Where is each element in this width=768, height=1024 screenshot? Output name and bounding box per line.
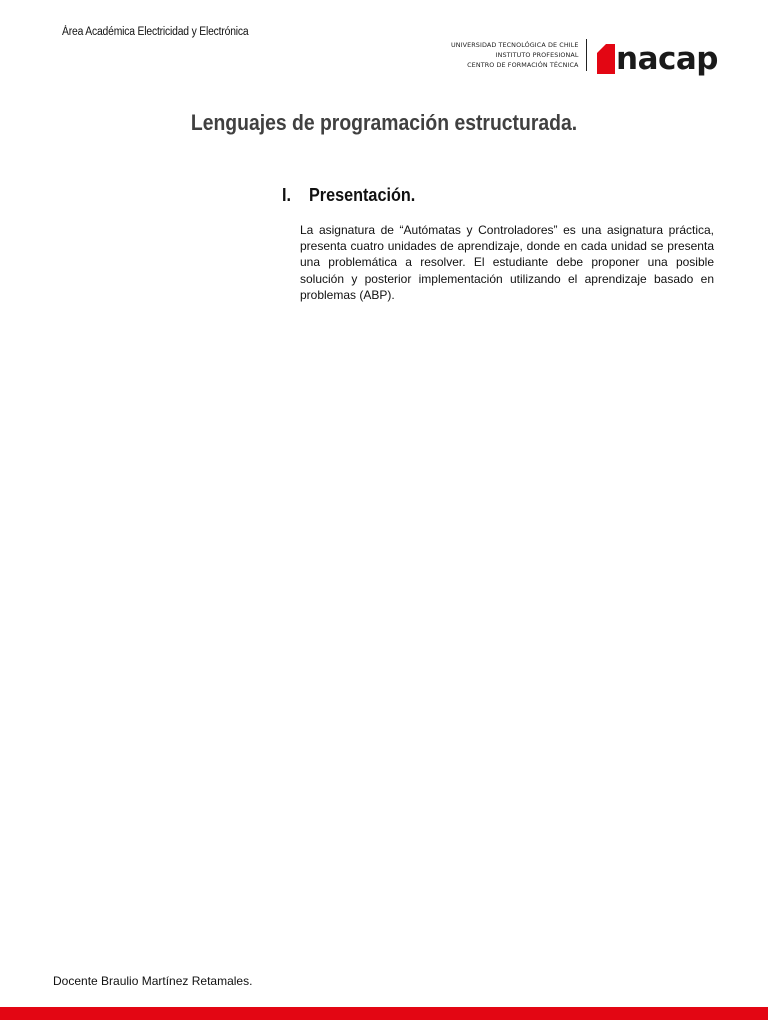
logo-word: nacap — [616, 41, 718, 77]
institution-lines — [451, 40, 586, 70]
institution-logo — [451, 36, 718, 77]
institution-line: INSTITUTO PROFESIONAL — [495, 51, 579, 59]
logo-divider — [586, 39, 588, 71]
section-number: I. — [282, 185, 292, 205]
inacap-red-i-icon — [597, 44, 615, 74]
document-title: Lenguajes de programación estructurada. — [190, 110, 578, 135]
section-heading — [282, 185, 415, 206]
inacap-logo-mark — [597, 36, 718, 77]
footer-author: Docente Braulio Martínez Retamales. — [53, 974, 253, 988]
header-department: Área Académica Electricidad y Electrónica — [62, 26, 249, 38]
institution-line: CENTRO DE FORMACIÓN TÉCNICA — [467, 61, 579, 69]
institution-line: UNIVERSIDAD TECNOLÓGICA DE CHILE — [451, 41, 579, 49]
footer-red-bar — [0, 1007, 768, 1020]
section-title: Presentación. — [309, 185, 416, 205]
section-paragraph: La asignatura de “Autómatas y Controladores” es una asignatura práctica, presenta cuatro unidades de aprendizaje, donde en cada unidad se presenta una problemática a resolver. El estudiante debe proponer una posible solución y posterior implementación utilizando el aprendizaje basado en problemas (ABP). — [300, 223, 714, 302]
